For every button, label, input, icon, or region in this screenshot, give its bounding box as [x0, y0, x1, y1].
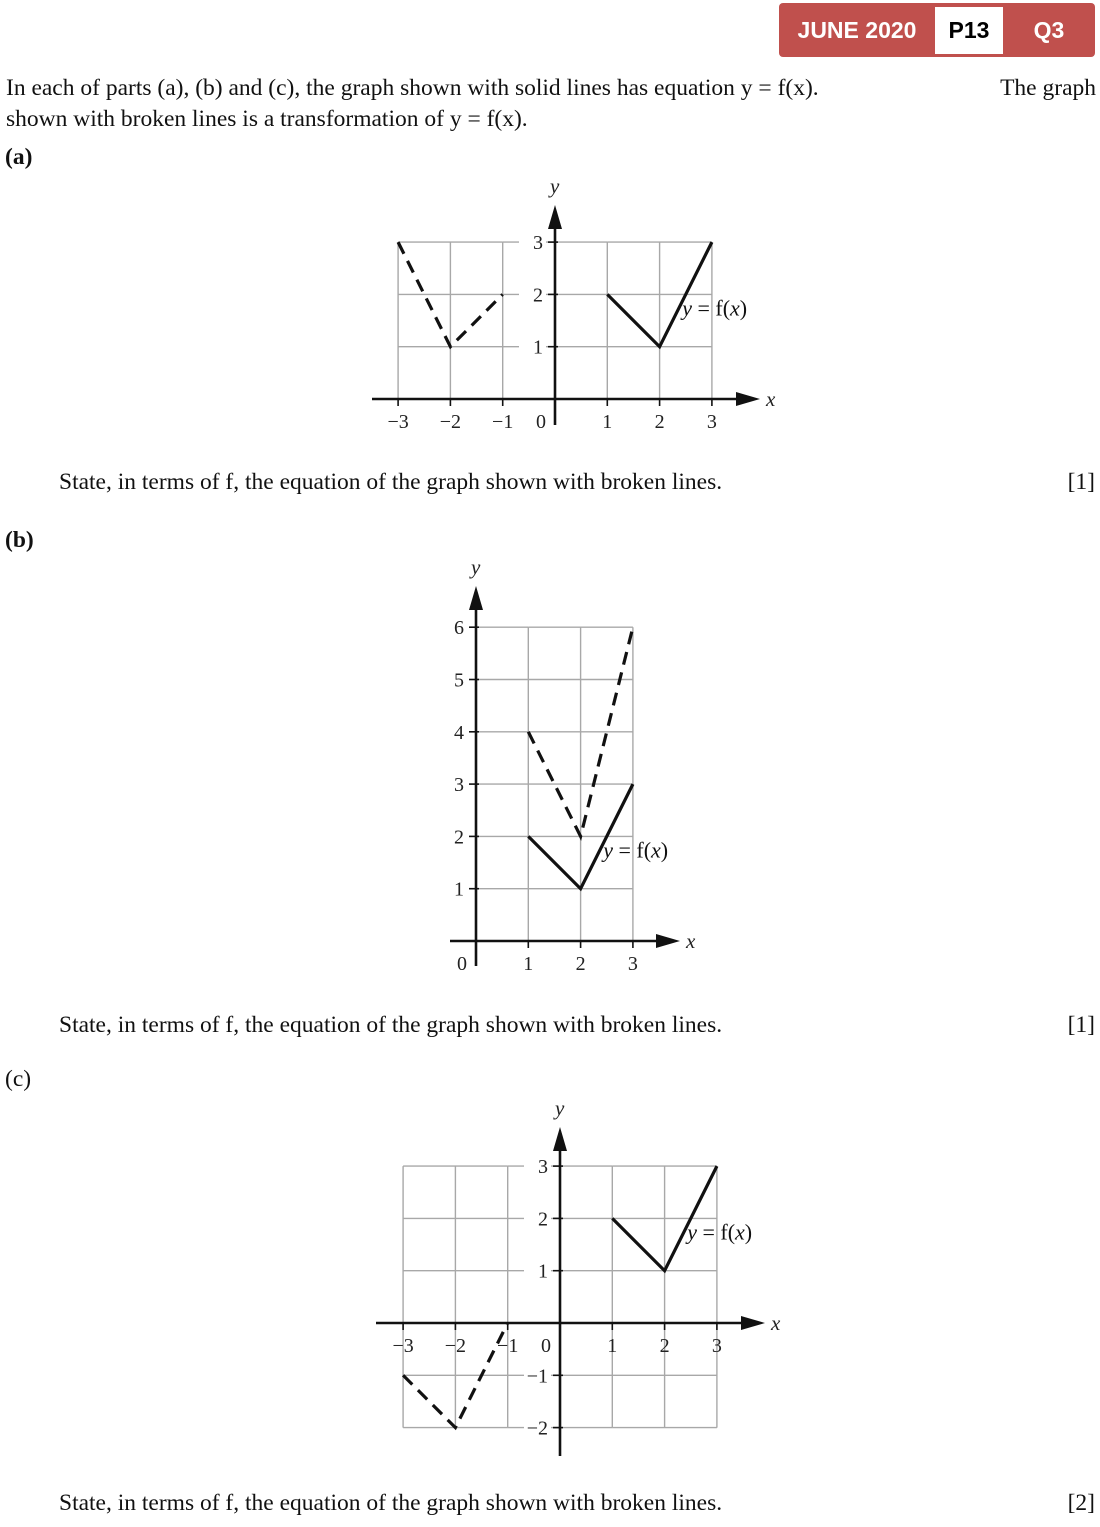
paper-code: P13 [935, 7, 1003, 54]
x-axis-name: x [686, 929, 696, 953]
x-tick-label: −3 [392, 1335, 414, 1357]
intro-line-1: In each of parts (a), (b) and (c), the graph shown with solid lines has equation y = f(x). [6, 75, 819, 101]
part-a-label: (a) [5, 144, 33, 170]
y-axis-name: y [550, 174, 560, 198]
x-tick-label: −3 [387, 411, 409, 433]
curve-label: y = f(x) [687, 1219, 753, 1245]
x-tick-label: 1 [602, 411, 613, 433]
part-b-label: (b) [5, 527, 34, 553]
x-tick-label: −2 [439, 411, 462, 433]
y-axis-arrow-icon [553, 1127, 567, 1151]
y-tick-label: −2 [526, 1417, 548, 1440]
x-tick-label: 0 [457, 953, 467, 975]
curve-label: y = f(x) [603, 837, 669, 863]
curve-label: y = f(x) [682, 295, 748, 321]
question-number: Q3 [1033, 16, 1065, 43]
part-a-prompt: State, in terms of f, the equation of the graph shown with broken lines. [59, 469, 723, 495]
x-tick-label: 0 [536, 411, 546, 433]
x-tick-label: −2 [444, 1335, 467, 1357]
y-tick-label: 3 [454, 774, 464, 797]
y-tick-label: 3 [538, 1156, 548, 1179]
part-a-marks: [1] [1067, 469, 1095, 495]
y-tick-label: −1 [526, 1365, 548, 1388]
x-tick-label: 3 [706, 411, 717, 433]
y-tick-label: 4 [454, 721, 464, 744]
x-tick-label: 2 [575, 953, 586, 975]
intro-line-2: shown with broken lines is a transformation of y = f(x). [6, 106, 528, 132]
x-tick-label: −1 [497, 1335, 519, 1357]
exam-session: JUNE 2020 [797, 16, 917, 43]
x-tick-label: 2 [654, 411, 665, 433]
y-axis-name: y [555, 1096, 565, 1120]
part-c-label: (c) [5, 1066, 32, 1092]
y-tick-label: 1 [533, 336, 543, 359]
x-tick-label: 2 [659, 1335, 670, 1357]
x-tick-label: 0 [541, 1335, 551, 1357]
part-c-marks: [2] [1067, 1490, 1095, 1516]
y-axis-name: y [471, 555, 481, 579]
y-tick-label: 2 [454, 826, 464, 849]
x-tick-label: 3 [711, 1335, 722, 1357]
y-tick-label: 5 [454, 669, 464, 692]
part-c-prompt: State, in terms of f, the equation of the graph shown with broken lines. [59, 1490, 723, 1516]
y-tick-label: 1 [454, 878, 464, 901]
x-axis-arrow-icon [741, 1316, 765, 1330]
x-axis-name: x [766, 387, 776, 411]
part-b-prompt: State, in terms of f, the equation of the graph shown with broken lines. [59, 1012, 723, 1038]
x-tick-label: 1 [607, 1335, 618, 1357]
y-tick-label: 3 [533, 232, 543, 255]
x-tick-label: −1 [492, 411, 514, 433]
y-tick-label: 1 [538, 1260, 548, 1283]
y-tick-label: 2 [533, 284, 543, 307]
x-axis-name: x [771, 1311, 781, 1335]
x-tick-label: 1 [523, 953, 534, 975]
y-tick-label: 6 [454, 617, 464, 640]
part-b-marks: [1] [1067, 1012, 1095, 1038]
y-tick-label: 2 [538, 1208, 548, 1231]
x-tick-label: 3 [627, 953, 638, 975]
intro-line-1-end: The graph [1000, 75, 1096, 101]
